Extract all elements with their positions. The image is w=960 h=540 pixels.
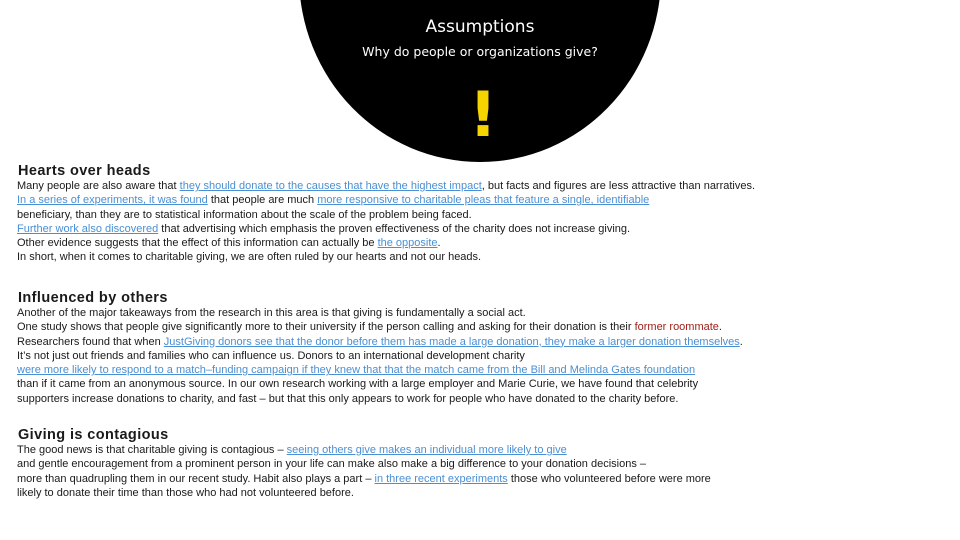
text-segment: , but facts and figures are less attractive than narratives. bbox=[481, 180, 756, 192]
text-segment: that people are much bbox=[207, 194, 318, 207]
reference-link[interactable]: Further work also discovered bbox=[17, 222, 159, 235]
text-line bbox=[17, 236, 755, 250]
reference-link[interactable]: in three recent experiments bbox=[374, 472, 508, 485]
text-segment: Another of the major takeaways from the research in this area is that giving is fundamentally a social act. bbox=[17, 307, 526, 319]
text-line bbox=[17, 335, 743, 349]
text-segment: beneficiary, than they are to statistical information about the scale of the problem being faced. bbox=[17, 208, 472, 221]
text-segment: It’s not just out friends and families who can influence us. Donors to an international development charity bbox=[17, 349, 525, 362]
section-heading-hearts: Hearts over heads bbox=[18, 163, 151, 179]
section-body-contagious bbox=[17, 443, 711, 500]
text-line bbox=[17, 179, 755, 193]
text-line bbox=[17, 208, 755, 222]
text-segment: and gentle encouragement from a prominent person in your life can make also make a big difference to your donation decisions – bbox=[17, 458, 647, 471]
text-segment: likely to donate their time than those who had not volunteered before. bbox=[17, 486, 354, 499]
text-segment: The good news is that charitable giving is contagious – bbox=[17, 444, 287, 456]
text-segment: Other evidence suggests that the effect of this information can actually be bbox=[17, 237, 378, 250]
text-line bbox=[17, 472, 711, 486]
text-segment: those who volunteered before were more bbox=[507, 472, 711, 485]
text-segment: Many people are also aware that bbox=[17, 180, 180, 192]
text-line bbox=[17, 392, 743, 406]
text-segment: . bbox=[739, 335, 743, 348]
text-line bbox=[17, 443, 711, 457]
reference-link[interactable]: were more likely to respond to a match–funding campaign if they knew that that the match came from the Bill and Melinda Gates foundation bbox=[17, 364, 696, 377]
text-line bbox=[17, 306, 743, 320]
text-line bbox=[17, 377, 743, 391]
text-segment: more than quadrupling them in our recent study. Habit also plays a part – bbox=[17, 472, 375, 485]
reference-link[interactable]: In a series of experiments, it was found bbox=[17, 194, 208, 207]
slide-subtitle: Why do people or organizations give? bbox=[362, 44, 598, 59]
text-segment: . bbox=[437, 237, 441, 250]
text-line bbox=[17, 457, 711, 471]
highlighted-text: former roommate bbox=[634, 321, 719, 334]
reference-link[interactable]: seeing others give makes an individual more likely to give bbox=[286, 444, 567, 456]
text-line bbox=[17, 486, 711, 500]
text-segment: One study shows that people give significantly more to their university if the person calling and asking for their donation is their bbox=[17, 321, 635, 334]
reference-link[interactable]: JustGiving donors see that the donor before them has made a large donation, they make a larger donation themselves bbox=[163, 335, 740, 348]
text-segment: In short, when it comes to charitable giving, we are often ruled by our hearts and not our heads. bbox=[17, 251, 482, 264]
text-segment: Researchers found that when bbox=[17, 335, 164, 348]
section-heading-contagious: Giving is contagious bbox=[18, 427, 169, 443]
text-line bbox=[17, 222, 755, 236]
section-heading-influenced: Influenced by others bbox=[18, 290, 168, 306]
text-line bbox=[17, 349, 743, 363]
text-segment: supporters increase donations to charity, and fast – but that this only appears to work for people who have donated to the charity before. bbox=[17, 392, 679, 405]
text-segment: than if it came from an anonymous source. In our own research working with a large employer and Marie Curie, we have found that celebrity bbox=[17, 378, 699, 391]
text-line bbox=[17, 363, 743, 377]
text-segment: . bbox=[718, 321, 722, 334]
text-line bbox=[17, 193, 755, 207]
text-segment: that advertising which emphasis the proven effectiveness of the charity does not increase giving. bbox=[158, 222, 631, 235]
text-line bbox=[17, 320, 743, 334]
slide-title: Assumptions bbox=[425, 17, 535, 37]
text-line bbox=[17, 250, 755, 264]
reference-link[interactable]: more responsive to charitable pleas that feature a single, identifiable bbox=[317, 194, 650, 207]
section-body-hearts bbox=[17, 179, 755, 265]
section-body-influenced bbox=[17, 306, 743, 406]
reference-link[interactable]: the opposite bbox=[377, 237, 438, 250]
reference-link[interactable]: they should donate to the causes that have the highest impact bbox=[179, 180, 482, 192]
exclamation-icon: ! bbox=[468, 78, 498, 151]
